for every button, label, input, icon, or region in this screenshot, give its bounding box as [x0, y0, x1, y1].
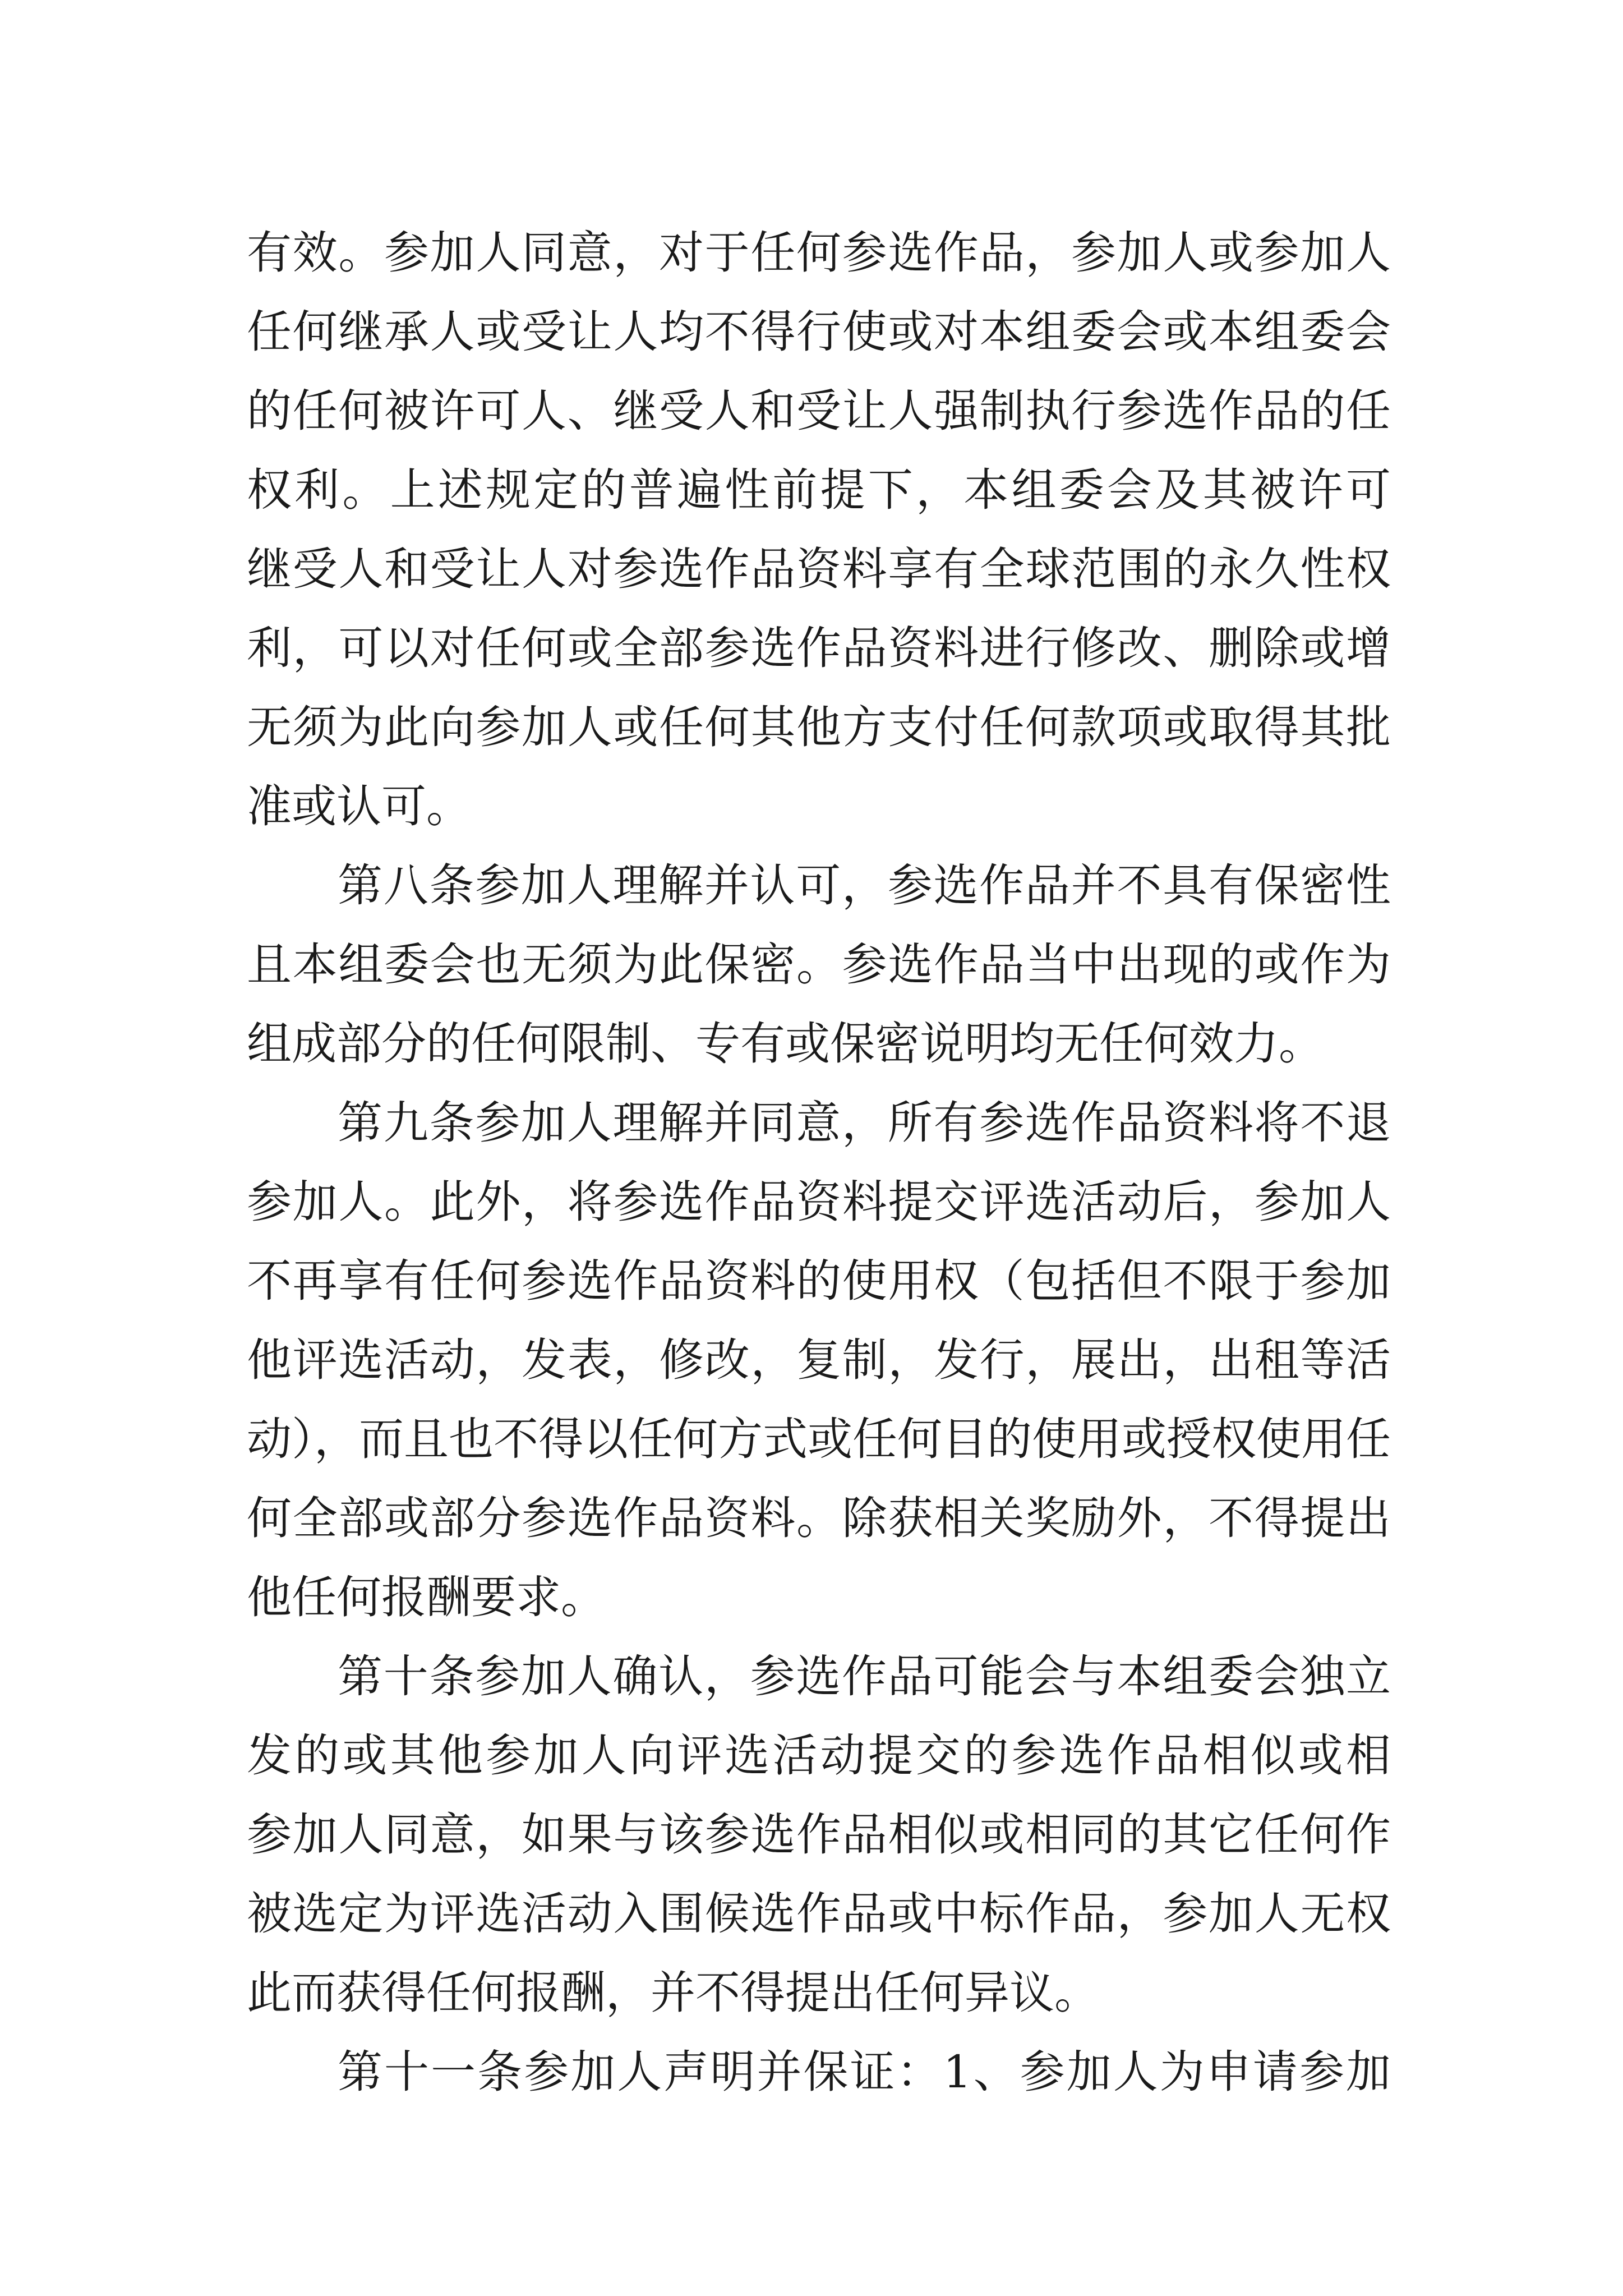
text-line: 被选定为评选活动入围候选作品或中标作品，参加人无权	[247, 1888, 1391, 1940]
text-line: 发的或其他参加人向评选活动提交的参选作品相似或相	[247, 1729, 1391, 1782]
text-line: 利，可以对任何或全部参选作品资料进行修改、删除或增	[247, 622, 1391, 674]
text-line: 无须为此向参加人或任何其他方支付任何款项或取得其批	[247, 701, 1391, 753]
text-line: 他任何报酬要求。	[247, 1571, 606, 1623]
text-line: 准或认可。	[247, 780, 471, 832]
text-line: 他评选活动，发表，修改，复制，发行，展出，出租等活	[247, 1334, 1391, 1386]
text-line: 继受人和受让人对参选作品资料享有全球范围的永久性权	[247, 543, 1391, 595]
text-line: 权利。上述规定的普遍性前提下，本组委会及其被许可	[247, 464, 1391, 516]
text-line: 何全部或部分参选作品资料。除获相关奖励外，不得提出	[247, 1492, 1391, 1544]
text-line: 且本组委会也无须为此保密。参选作品当中出现的或作为	[247, 938, 1391, 991]
text-line: 参加人。此外，将参选作品资料提交评选活动后，参加人	[247, 1176, 1391, 1228]
text-line: 参加人同意，如果与该参选作品相似或相同的其它任何作	[247, 1809, 1391, 1861]
text-line: 不再享有任何参选作品资料的使用权（包括但不限于参加	[247, 1255, 1391, 1307]
text-line: 的任何被许可人、继受人和受让人强制执行参选作品的任	[247, 385, 1391, 437]
article-10-start: 第十条参加人确认，参选作品可能会与本组委会独立	[338, 1650, 1391, 1703]
text-line: 任何继承人或受让人均不得行使或对本组委会或本组委会	[247, 306, 1391, 358]
text-line: 此而获得任何报酬，并不得提出任何异议。	[247, 1967, 1099, 2019]
document-body	[247, 213, 1391, 2111]
article-8-start: 第八条参加人理解并认可，参选作品并不具有保密性	[338, 859, 1391, 912]
text-line: 组成部分的任何限制、专有或保密说明均无任何效力。	[247, 1018, 1324, 1070]
text-line: 动），而且也不得以任何方式或任何目的使用或授权使用任	[247, 1413, 1391, 1465]
article-9-start: 第九条参加人理解并同意，所有参选作品资料将不退	[338, 1097, 1391, 1149]
article-11-start: 第十一条参加人声明并保证：1、参加人为申请参加	[338, 2046, 1391, 2098]
text-line: 有效。参加人同意，对于任何参选作品，参加人或参加人	[247, 227, 1391, 279]
